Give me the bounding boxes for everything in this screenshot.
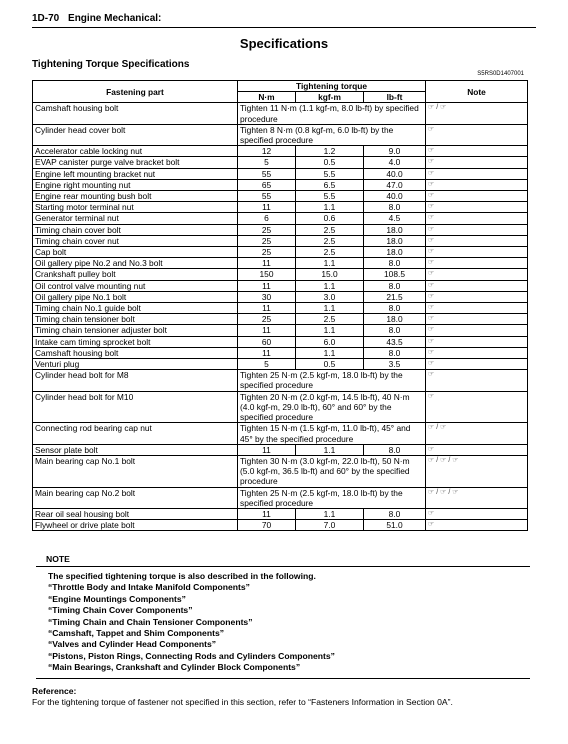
table-row	[33, 455, 528, 487]
cell-note-reference-icon: ☞ / ☞ / ☞	[426, 487, 528, 508]
note-item: “Pistons, Piston Rings, Connecting Rods and Cylinders Components”	[48, 650, 335, 661]
cell-kgfm: 1.1	[296, 280, 364, 291]
cell-fastening-part: Main bearing cap No.2 bolt	[33, 487, 238, 508]
cell-nm: 11	[238, 347, 296, 358]
cell-nm: 55	[238, 168, 296, 179]
cell-kgfm: 1.1	[296, 303, 364, 314]
cell-fastening-part: Crankshaft pulley bolt	[33, 269, 238, 280]
cell-lbft: 9.0	[364, 146, 426, 157]
cell-kgfm: 1.1	[296, 202, 364, 213]
cell-torque-procedure: Tighten 25 N·m (2.5 kgf-m, 18.0 lb-ft) by the specified procedure	[238, 487, 426, 508]
cell-lbft: 8.0	[364, 347, 426, 358]
cell-nm: 11	[238, 303, 296, 314]
table-row	[33, 444, 528, 455]
note-intro: The specified tightening torque is also described in the following.	[48, 571, 316, 581]
cell-fastening-part: Flywheel or drive plate bolt	[33, 520, 238, 531]
cell-kgfm: 2.5	[296, 235, 364, 246]
note-item: “Engine Mountings Components”	[48, 593, 186, 604]
cell-fastening-part: Cylinder head bolt for M8	[33, 370, 238, 391]
cell-fastening-part: Timing chain cover nut	[33, 235, 238, 246]
cell-nm: 60	[238, 336, 296, 347]
cell-kgfm: 2.5	[296, 247, 364, 258]
cell-lbft: 8.0	[364, 280, 426, 291]
cell-note-reference-icon: ☞	[426, 191, 528, 202]
cell-note-reference-icon: ☞	[426, 202, 528, 213]
cell-note-reference-icon: ☞	[426, 247, 528, 258]
cell-nm: 55	[238, 191, 296, 202]
table-row	[33, 191, 528, 202]
cell-fastening-part: Cap bolt	[33, 247, 238, 258]
cell-note-reference-icon: ☞	[426, 280, 528, 291]
table-row	[33, 487, 528, 508]
cell-fastening-part: Cylinder head bolt for M10	[33, 391, 238, 423]
cell-note-reference-icon: ☞	[426, 314, 528, 325]
header-fastening-part: Fastening part	[33, 81, 238, 103]
cell-note-reference-icon: ☞	[426, 520, 528, 531]
cell-kgfm: 5.5	[296, 168, 364, 179]
table-row	[33, 168, 528, 179]
cell-fastening-part: Generator terminal nut	[33, 213, 238, 224]
header-note: Note	[426, 81, 528, 103]
cell-lbft: 8.0	[364, 202, 426, 213]
cell-torque-procedure: Tighten 8 N·m (0.8 kgf-m, 6.0 lb-ft) by the specified procedure	[238, 124, 426, 145]
cell-kgfm: 1.1	[296, 258, 364, 269]
cell-lbft: 40.0	[364, 168, 426, 179]
cell-fastening-part: Starting motor terminal nut	[33, 202, 238, 213]
cell-kgfm: 6.0	[296, 336, 364, 347]
cell-lbft: 8.0	[364, 444, 426, 455]
cell-fastening-part: Engine right mounting nut	[33, 179, 238, 190]
cell-fastening-part: Timing chain tensioner adjuster bolt	[33, 325, 238, 336]
cell-kgfm: 3.0	[296, 291, 364, 302]
cell-torque-procedure: Tighten 20 N·m (2.0 kgf-m, 14.5 lb-ft), 40 N·m (4.0 kgf-m, 29.0 lb-ft), 60° and 60° by the specified procedure	[238, 391, 426, 423]
cell-lbft: 18.0	[364, 314, 426, 325]
cell-nm: 30	[238, 291, 296, 302]
reference	[32, 686, 453, 708]
cell-kgfm: 5.5	[296, 191, 364, 202]
cell-fastening-part: EVAP canister purge valve bracket bolt	[33, 157, 238, 168]
cell-lbft: 4.5	[364, 213, 426, 224]
cell-note-reference-icon: ☞	[426, 303, 528, 314]
cell-lbft: 8.0	[364, 508, 426, 519]
torque-spec-table	[32, 80, 528, 531]
cell-nm: 5	[238, 157, 296, 168]
cell-lbft: 18.0	[364, 247, 426, 258]
header-kgfm: kgf-m	[296, 92, 364, 103]
cell-fastening-part: Oil gallery pipe No.1 bolt	[33, 291, 238, 302]
page-number: 1D-70	[32, 13, 60, 24]
cell-nm: 11	[238, 325, 296, 336]
cell-nm: 11	[238, 444, 296, 455]
cell-fastening-part: Oil control valve mounting nut	[33, 280, 238, 291]
cell-kgfm: 6.5	[296, 179, 364, 190]
cell-kgfm: 0.6	[296, 213, 364, 224]
page-header	[32, 13, 536, 28]
table-body	[33, 103, 528, 531]
note-item: “Valves and Cylinder Head Components”	[48, 639, 217, 650]
table-row	[33, 202, 528, 213]
cell-nm: 11	[238, 280, 296, 291]
table-row	[33, 520, 528, 531]
cell-nm: 150	[238, 269, 296, 280]
cell-lbft: 18.0	[364, 224, 426, 235]
cell-note-reference-icon: ☞ / ☞	[426, 103, 528, 124]
cell-note-reference-icon: ☞	[426, 157, 528, 168]
cell-lbft: 108.5	[364, 269, 426, 280]
header-nm: N·m	[238, 92, 296, 103]
section-name: Engine Mechanical:	[68, 13, 162, 24]
table-row	[33, 269, 528, 280]
cell-note-reference-icon: ☞ / ☞ / ☞	[426, 455, 528, 487]
cell-lbft: 21.5	[364, 291, 426, 302]
table-row	[33, 258, 528, 269]
cell-lbft: 8.0	[364, 303, 426, 314]
note-list	[36, 582, 530, 673]
cell-lbft: 4.0	[364, 157, 426, 168]
cell-nm: 25	[238, 247, 296, 258]
cell-lbft: 8.0	[364, 325, 426, 336]
cell-kgfm: 0.5	[296, 157, 364, 168]
table-row	[33, 224, 528, 235]
cell-nm: 11	[238, 258, 296, 269]
cell-kgfm: 2.5	[296, 224, 364, 235]
cell-kgfm: 15.0	[296, 269, 364, 280]
cell-fastening-part: Camshaft housing bolt	[33, 347, 238, 358]
cell-fastening-part: Engine rear mounting bush bolt	[33, 191, 238, 202]
cell-fastening-part: Engine left mounting bracket nut	[33, 168, 238, 179]
table-row	[33, 336, 528, 347]
cell-nm: 6	[238, 213, 296, 224]
cell-lbft: 51.0	[364, 520, 426, 531]
cell-note-reference-icon: ☞	[426, 146, 528, 157]
cell-fastening-part: Camshaft housing bolt	[33, 103, 238, 124]
cell-kgfm: 2.5	[296, 314, 364, 325]
table-row	[33, 391, 528, 423]
cell-kgfm: 0.5	[296, 359, 364, 370]
cell-nm: 70	[238, 520, 296, 531]
table-row	[33, 370, 528, 391]
cell-fastening-part: Main bearing cap No.1 bolt	[33, 455, 238, 487]
cell-note-reference-icon: ☞	[426, 347, 528, 358]
cell-note-reference-icon: ☞ / ☞	[426, 423, 528, 444]
cell-lbft: 3.5	[364, 359, 426, 370]
cell-note-reference-icon: ☞	[426, 444, 528, 455]
cell-note-reference-icon: ☞	[426, 213, 528, 224]
cell-note-reference-icon: ☞	[426, 235, 528, 246]
cell-kgfm: 1.1	[296, 508, 364, 519]
cell-fastening-part: Connecting rod bearing cap nut	[33, 423, 238, 444]
table-row	[33, 314, 528, 325]
cell-lbft: 47.0	[364, 179, 426, 190]
note-item: “Camshaft, Tappet and Shim Components”	[48, 628, 225, 639]
table-row	[33, 157, 528, 168]
cell-note-reference-icon: ☞	[426, 124, 528, 145]
table-row	[33, 303, 528, 314]
cell-nm: 25	[238, 235, 296, 246]
cell-note-reference-icon: ☞	[426, 359, 528, 370]
cell-torque-procedure: Tighten 25 N·m (2.5 kgf-m, 18.0 lb-ft) by the specified procedure	[238, 370, 426, 391]
table-row	[33, 280, 528, 291]
cell-note-reference-icon: ☞	[426, 258, 528, 269]
table-row	[33, 213, 528, 224]
page-title: Specifications	[239, 36, 329, 51]
note-item: “Throttle Body and Intake Manifold Components”	[48, 582, 250, 593]
cell-lbft: 43.5	[364, 336, 426, 347]
table-row	[33, 359, 528, 370]
cell-kgfm: 1.1	[296, 325, 364, 336]
cell-nm: 25	[238, 224, 296, 235]
cell-torque-procedure: Tighten 30 N·m (3.0 kgf-m, 22.0 lb-ft), 50 N·m (5.0 kgf-m, 36.5 lb-ft) and 60° by the specified procedure	[238, 455, 426, 487]
cell-fastening-part: Sensor plate bolt	[33, 444, 238, 455]
cell-note-reference-icon: ☞	[426, 224, 528, 235]
cell-fastening-part: Rear oil seal housing bolt	[33, 508, 238, 519]
cell-kgfm: 1.2	[296, 146, 364, 157]
cell-fastening-part: Timing chain cover bolt	[33, 224, 238, 235]
note-box	[36, 554, 530, 679]
note-item: “Timing Chain Cover Components”	[48, 605, 193, 616]
table-row	[33, 146, 528, 157]
cell-nm: 12	[238, 146, 296, 157]
cell-fastening-part: Cylinder head cover bolt	[33, 124, 238, 145]
table-row	[33, 291, 528, 302]
note-heading: NOTE	[36, 554, 530, 567]
cell-kgfm: 1.1	[296, 444, 364, 455]
reference-text: For the tightening torque of fastener not specified in this section, refer to “Fasteners Information in Section 0A”.	[32, 697, 453, 707]
cell-nm: 5	[238, 359, 296, 370]
reference-heading: Reference:	[32, 686, 77, 696]
cell-fastening-part: Accelerator cable locking nut	[33, 146, 238, 157]
cell-note-reference-icon: ☞	[426, 168, 528, 179]
cell-note-reference-icon: ☞	[426, 325, 528, 336]
header-tightening-torque: Tightening torque	[238, 81, 426, 92]
cell-nm: 65	[238, 179, 296, 190]
table-row	[33, 347, 528, 358]
cell-lbft: 40.0	[364, 191, 426, 202]
document-code: S5RS0D1407001	[477, 71, 524, 77]
table-row	[33, 508, 528, 519]
cell-note-reference-icon: ☞	[426, 370, 528, 391]
cell-fastening-part: Oil gallery pipe No.2 and No.3 bolt	[33, 258, 238, 269]
cell-lbft: 18.0	[364, 235, 426, 246]
note-item: “Timing Chain and Chain Tensioner Components”	[48, 616, 253, 627]
cell-lbft: 8.0	[364, 258, 426, 269]
cell-fastening-part: Intake cam timing sprocket bolt	[33, 336, 238, 347]
cell-note-reference-icon: ☞	[426, 391, 528, 423]
cell-nm: 25	[238, 314, 296, 325]
cell-fastening-part: Venturi plug	[33, 359, 238, 370]
table-row	[33, 325, 528, 336]
cell-nm: 11	[238, 202, 296, 213]
cell-torque-procedure: Tighten 15 N·m (1.5 kgf-m, 11.0 lb-ft), 45° and 45° by the specified procedure	[238, 423, 426, 444]
table-row	[33, 235, 528, 246]
cell-note-reference-icon: ☞	[426, 508, 528, 519]
section-subtitle: Tightening Torque Specifications	[32, 59, 190, 70]
cell-kgfm: 7.0	[296, 520, 364, 531]
table-row	[33, 124, 528, 145]
table-row	[33, 247, 528, 258]
header-lbft: lb-ft	[364, 92, 426, 103]
cell-note-reference-icon: ☞	[426, 179, 528, 190]
cell-nm: 11	[238, 508, 296, 519]
note-item: “Main Bearings, Crankshaft and Cylinder Block Components”	[48, 662, 301, 673]
cell-fastening-part: Timing chain No.1 guide bolt	[33, 303, 238, 314]
table-row	[33, 179, 528, 190]
table-row	[33, 423, 528, 444]
table-row	[33, 103, 528, 124]
cell-fastening-part: Timing chain tensioner bolt	[33, 314, 238, 325]
cell-note-reference-icon: ☞	[426, 269, 528, 280]
cell-torque-procedure: Tighten 11 N·m (1.1 kgf-m, 8.0 lb-ft) by specified procedure	[238, 103, 426, 124]
cell-note-reference-icon: ☞	[426, 336, 528, 347]
cell-kgfm: 1.1	[296, 347, 364, 358]
cell-note-reference-icon: ☞	[426, 291, 528, 302]
